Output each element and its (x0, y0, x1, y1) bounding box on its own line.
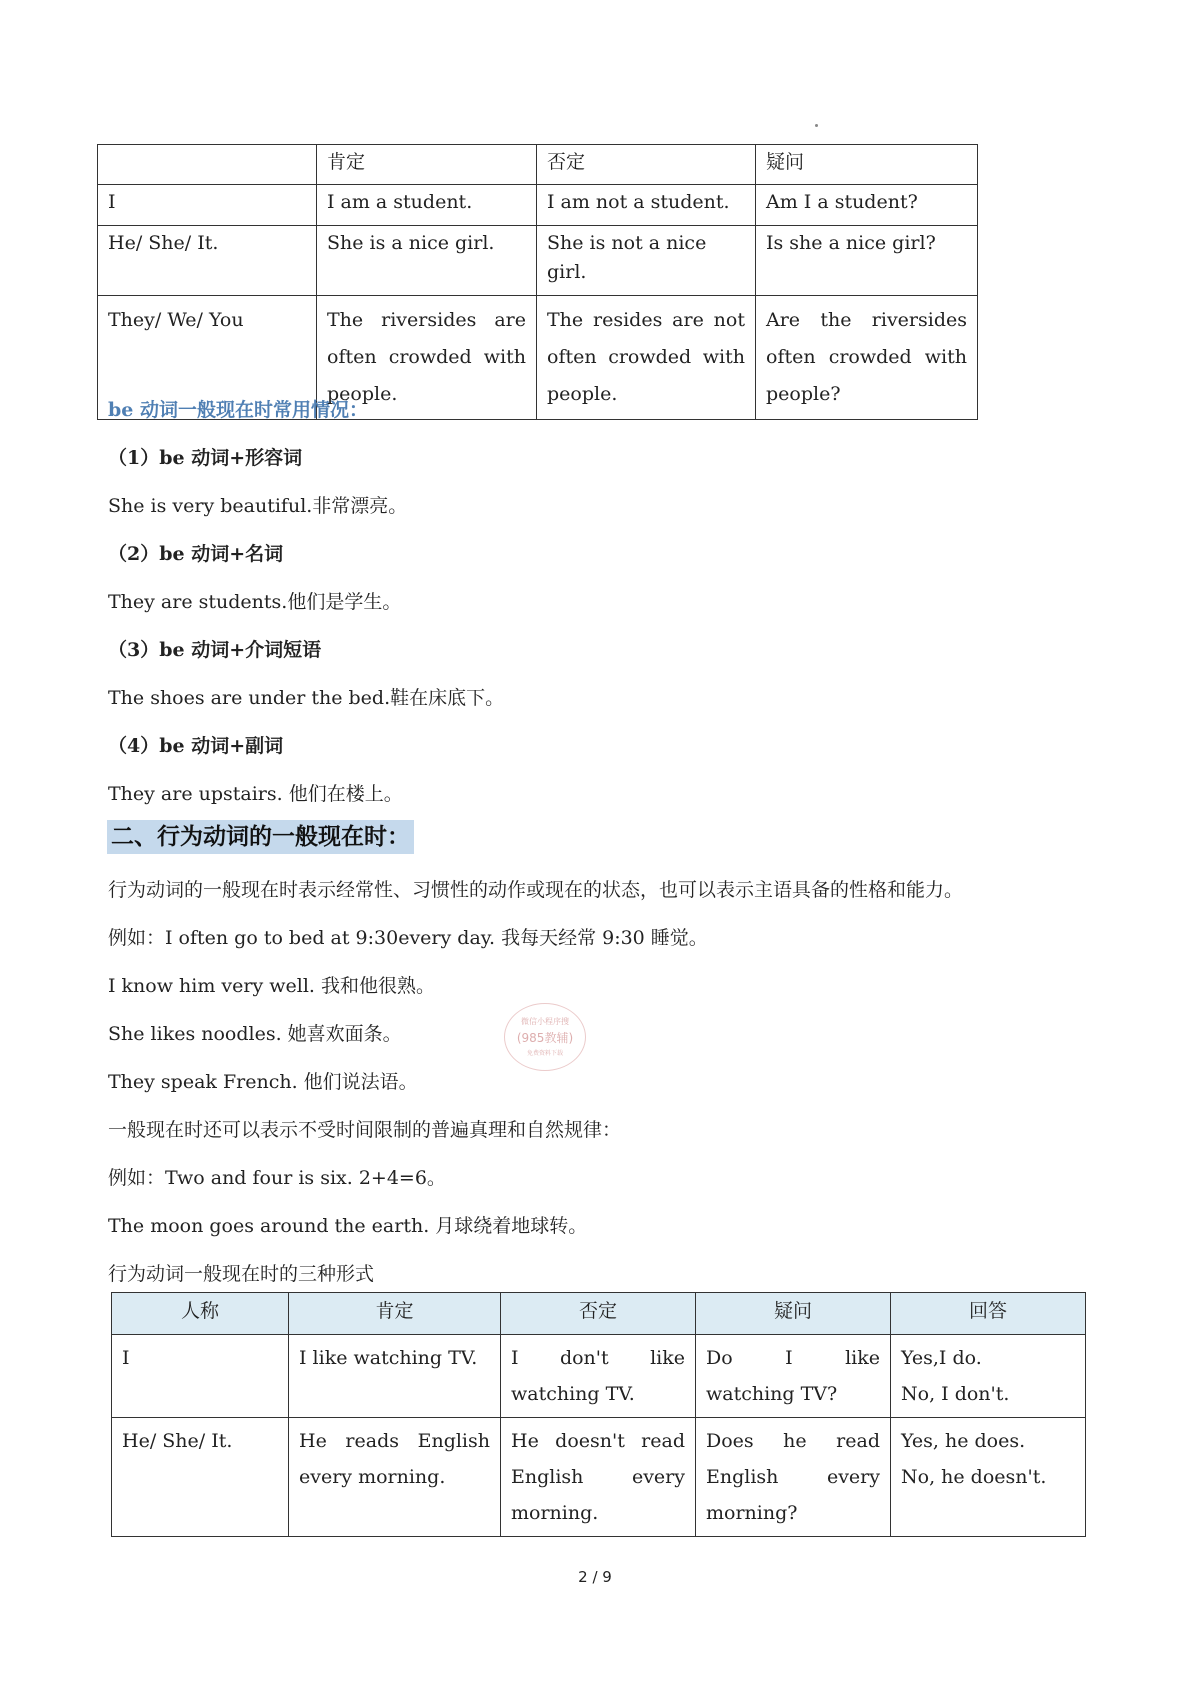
table-cell: The riversides are often crowded with people. (317, 296, 537, 420)
table-cell: Does he read English every morning? (696, 1418, 891, 1537)
table-header-row (98, 145, 978, 185)
paragraph-line: 行为动词的一般现在时表示经常性、习惯性的动作或现在的状态，也可以表示主语具备的性格和能力。 (108, 879, 964, 901)
table-header-cell: 肯定 (289, 1293, 501, 1335)
table-cell: I (98, 185, 317, 226)
usage-item-title: （4）be 动词+副词 (108, 735, 284, 757)
usage-item-example: They are students.他们是学生。 (108, 591, 402, 613)
table-cell-answer (891, 1335, 1086, 1418)
stamp-text: 微信小程序搜 (521, 1017, 569, 1026)
table-cell: The resides are not often crowded with people. (537, 296, 756, 420)
table-cell: I am a student. (317, 185, 537, 226)
table-cell: He/ She/ It. (112, 1418, 289, 1537)
table-cell: She is not a nice girl. (537, 226, 756, 296)
table-header-cell (98, 145, 317, 185)
table-cell: He/ She/ It. (98, 226, 317, 296)
usage-item-title: （1）be 动词+形容词 (108, 447, 303, 469)
table-cell: I don't like watching TV. (501, 1335, 696, 1418)
paragraph-line: 一般现在时还可以表示不受时间限制的普遍真理和自然规律： (108, 1119, 622, 1141)
table-header-cell: 疑问 (696, 1293, 891, 1335)
table-cell: Is she a nice girl? (756, 226, 978, 296)
usage-item-title: （3）be 动词+介词短语 (108, 639, 322, 661)
usage-heading: be 动词一般现在时常用情况： (108, 399, 368, 421)
table-header-cell: 否定 (537, 145, 756, 185)
stamp-text: 免费资料下载 (526, 1050, 563, 1057)
table-header-cell: 人称 (112, 1293, 289, 1335)
usage-item-example: She is very beautiful.非常漂亮。 (108, 495, 408, 517)
table-cell: He reads English every morning. (289, 1418, 501, 1537)
table-row (98, 226, 978, 296)
table-caption: 行为动词一般现在时的三种形式 (108, 1263, 375, 1285)
paragraph-line: 例如：Two and four is six. 2+4=6。 (108, 1167, 446, 1189)
paragraph-line: They speak French. 他们说法语。 (108, 1071, 418, 1093)
table-row (98, 185, 978, 226)
answer-line: No, he doesn't. (901, 1466, 1047, 1488)
usage-item-title: （2）be 动词+名词 (108, 543, 284, 565)
page-number: 2 / 9 (578, 1568, 612, 1586)
section-heading: 二、行为动词的一般现在时： (107, 820, 414, 854)
answer-line: No, I don't. (901, 1383, 1010, 1405)
action-verb-table (111, 1292, 1086, 1537)
table-header-cell: 疑问 (756, 145, 978, 185)
stamp-text: (985教辅) (516, 1031, 574, 1045)
table-cell: They/ We/ You (98, 296, 317, 420)
paragraph-line: She likes noodles. 她喜欢面条。 (108, 1023, 402, 1045)
table-header-row (112, 1293, 1086, 1335)
answer-line: Yes, he does. (901, 1430, 1026, 1452)
be-verb-table (97, 144, 978, 420)
usage-item-example: The shoes are under the bed.鞋在床底下。 (108, 687, 505, 709)
table-cell-answer (891, 1418, 1086, 1537)
paragraph-line: I know him very well. 我和他很熟。 (108, 975, 435, 997)
answer-line: Yes,I do. (901, 1347, 982, 1369)
table-cell: I (112, 1335, 289, 1418)
table-cell: I am not a student. (537, 185, 756, 226)
table-row (112, 1335, 1086, 1418)
table-cell: He doesn't read English every morning. (501, 1418, 696, 1537)
watermark-stamp (504, 1003, 586, 1071)
table-cell: Do I like watching TV? (696, 1335, 891, 1418)
paragraph-line: 例如：I often go to bed at 9:30every day. 我每天经常 9:30 睡觉。 (108, 927, 708, 949)
table-row (112, 1418, 1086, 1537)
table-header-cell: 回答 (891, 1293, 1086, 1335)
table-header-cell: 肯定 (317, 145, 537, 185)
usage-item-example: They are upstairs. 他们在楼上。 (108, 783, 403, 805)
table-cell: I like watching TV. (289, 1335, 501, 1418)
table-cell: Are the riversides often crowded with people? (756, 296, 978, 420)
table-cell: Am I a student? (756, 185, 978, 226)
stray-mark (815, 124, 818, 127)
table-cell: She is a nice girl. (317, 226, 537, 296)
paragraph-line: The moon goes around the earth. 月球绕着地球转。 (108, 1215, 588, 1237)
table-header-cell: 否定 (501, 1293, 696, 1335)
